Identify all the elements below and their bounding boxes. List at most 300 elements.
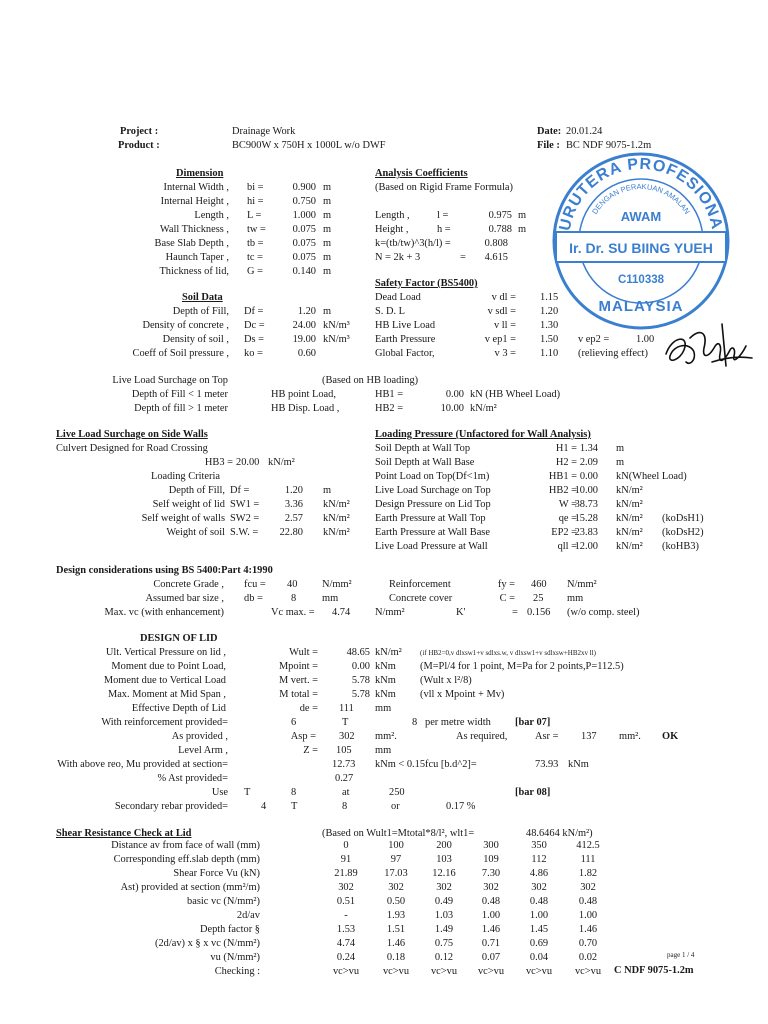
- asp-symbol: Asp =: [290, 731, 316, 742]
- ast-value: 0.27: [335, 773, 354, 784]
- lid-value: 0.00: [351, 661, 370, 672]
- lp-note: (koDsH2): [662, 527, 704, 538]
- dimension-value: 0.075: [292, 252, 316, 263]
- fy-label: Reinforcement: [389, 579, 451, 590]
- reinforcement-type: T: [342, 717, 349, 728]
- lp-label: Earth Pressure at Wall Top: [375, 513, 486, 524]
- reinforcement-label: With reinforcement provided=: [101, 717, 228, 728]
- surcharge-row-desc: HB Disp. Load ,: [271, 403, 340, 414]
- file-label: File :: [537, 140, 560, 151]
- shear-cell: 0.51: [336, 896, 356, 907]
- soil-unit: kN/m³: [323, 334, 350, 345]
- vc-value: 4.74: [332, 607, 351, 618]
- surcharge-row-symbol: HB1 =: [375, 389, 404, 400]
- mu-expression: kNm < 0.15fcu [b.d^2]=: [375, 759, 477, 770]
- analysis-value: 4.615: [484, 252, 508, 263]
- lp-note: (koDsH1): [662, 513, 704, 524]
- dimension-value: 0.140: [292, 266, 316, 277]
- lp-unit: kN(Wheel Load): [616, 471, 687, 482]
- lid-unit: kNm: [375, 675, 396, 686]
- cover-label: Concrete cover: [389, 593, 453, 604]
- lid-value: 48.65: [346, 647, 370, 658]
- safety-symbol: v ep1 =: [484, 334, 516, 345]
- asp-unit: mm².: [375, 731, 397, 742]
- mu-unit: kNm: [568, 759, 589, 770]
- asr-value: 137: [581, 731, 597, 742]
- safety-label: S. D. L: [375, 306, 406, 317]
- lp-symbol: qe =: [558, 513, 577, 524]
- side-wall-unit: kN/m²: [323, 499, 350, 510]
- shear-row-label: Depth factor §: [199, 924, 260, 935]
- lp-symbol: EP2 =: [551, 527, 577, 538]
- lid-label: Ult. Vertical Pressure on lid ,: [105, 647, 226, 658]
- date-value: 20.01.24: [566, 126, 603, 137]
- asr-ok: OK: [662, 731, 679, 742]
- safety-label: Dead Load: [375, 292, 421, 303]
- safety-symbol: v sdl =: [487, 306, 516, 317]
- shear-cell: 0.04: [529, 952, 549, 963]
- asp-label: As provided ,: [171, 731, 228, 742]
- shear-cell: 1.00: [529, 910, 549, 921]
- stamp-ring-top: URUTERA PROFESIONA: [556, 155, 726, 233]
- analysis-unit: m: [518, 210, 527, 221]
- reinforcement-per: per metre width: [425, 717, 491, 728]
- shear-cell: 4.74: [336, 938, 356, 949]
- shear-cell: 412.5: [576, 840, 600, 851]
- fcu-value: 40: [287, 579, 298, 590]
- reinforcement-diameter: 8: [412, 717, 418, 728]
- shear-cell: 0.48: [529, 896, 549, 907]
- surcharge-row-desc: HB point Load,: [271, 389, 336, 400]
- lid-symbol: M vert. =: [278, 675, 318, 686]
- lid-value: 111: [339, 703, 354, 714]
- analysis-value: 0.808: [484, 238, 508, 249]
- shear-cell: 0.69: [529, 938, 549, 949]
- lp-unit: kN/m²: [616, 499, 643, 510]
- shear-row-label: vu (N/mm²): [210, 952, 260, 963]
- lid-symbol: Wult =: [289, 647, 318, 658]
- fcu-label: Concrete Grade ,: [153, 579, 224, 590]
- vc-symbol: Vc max. =: [271, 607, 315, 618]
- fy-unit: N/mm²: [567, 579, 597, 590]
- safety-relieving-note: (relieving effect): [578, 348, 648, 359]
- shear-cell: 1.82: [578, 868, 598, 879]
- shear-cell: vc>vu: [332, 966, 360, 977]
- lid-label: Effective Depth of Lid: [131, 703, 226, 714]
- dimension-unit: m: [323, 196, 332, 207]
- dimension-symbol: tw =: [247, 224, 266, 235]
- k-eq: =: [512, 607, 518, 618]
- secondary-label: Secondary rebar provided=: [114, 801, 228, 812]
- safety-ep2-value: 1.00: [636, 334, 655, 345]
- shear-cell: vc>vu: [477, 966, 505, 977]
- side-wall-label: Weight of soil: [166, 527, 225, 538]
- shear-cell: 0.24: [336, 952, 356, 963]
- design-considerations-title: Design considerations using BS 5400:Part 4:1990: [56, 565, 273, 576]
- lp-unit: m: [616, 457, 625, 468]
- lid-note: (Wult x l²/8): [420, 675, 472, 686]
- lid-title: DESIGN OF LID: [140, 633, 218, 644]
- soil-symbol: Dc =: [244, 320, 265, 331]
- use-ref: [bar 08]: [515, 787, 551, 798]
- lp-symbol: HB2 =: [548, 485, 577, 496]
- use-diameter: 8: [291, 787, 297, 798]
- lp-label: Soil Depth at Wall Base: [375, 457, 475, 468]
- product-value: BC900W x 750H x 1000L w/o DWF: [232, 140, 386, 151]
- lever-arm-label: Level Arm ,: [178, 745, 228, 756]
- cover-unit: mm: [567, 593, 584, 604]
- soil-title: Soil Data: [182, 292, 223, 303]
- shear-cell: 1.00: [578, 910, 598, 921]
- shear-cell: vc>vu: [382, 966, 410, 977]
- fcu-symbol: fcu =: [244, 579, 266, 590]
- shear-basis-value: 48.6464 kN/m²): [526, 828, 593, 839]
- shear-cell: 1.46: [578, 924, 598, 935]
- shear-cell: 0.71: [481, 938, 501, 949]
- k-value: 0.156: [527, 607, 551, 618]
- shear-cell: 0.07: [481, 952, 501, 963]
- side-wall-symbol: S.W. =: [230, 527, 259, 538]
- safety-label: Earth Pressure: [375, 334, 436, 345]
- shear-cell: 12.16: [432, 868, 456, 879]
- dimension-label: Internal Width ,: [163, 182, 229, 193]
- shear-cell: 1.03: [434, 910, 454, 921]
- reinforcement-count: 6: [291, 717, 297, 728]
- shear-row-label: Shear Force Vu (kN): [173, 868, 260, 879]
- soil-value: 1.20: [297, 306, 316, 317]
- shear-cell: 109: [483, 854, 499, 865]
- shear-cell: 97: [390, 854, 402, 865]
- shear-row-label: Ast) provided at section (mm²/m): [120, 882, 260, 893]
- fcu-unit: N/mm²: [322, 579, 352, 590]
- surcharge-row-symbol: HB2 =: [375, 403, 404, 414]
- asr-unit: mm².: [619, 731, 641, 742]
- analysis-symbol: h =: [437, 224, 451, 235]
- lp-symbol: HB1 =: [548, 471, 577, 482]
- shear-cell: 0.75: [434, 938, 454, 949]
- dimension-label: Base Slab Depth ,: [154, 238, 229, 249]
- safety-ep2-label: v ep2 =: [578, 334, 610, 345]
- shear-cell: 100: [388, 840, 404, 851]
- hb3-value: 20.00: [236, 457, 260, 468]
- safety-value: 1.50: [540, 334, 559, 345]
- shear-cell: 302: [483, 882, 499, 893]
- use-label: Use: [211, 787, 228, 798]
- shear-basis: (Based on Wult1=Mtotal*8/l², wlt1=: [322, 828, 475, 839]
- use-at: at: [342, 787, 350, 798]
- dimension-value: 0.750: [292, 196, 316, 207]
- soil-symbol: Df =: [244, 306, 264, 317]
- dimension-unit: m: [323, 252, 332, 263]
- shear-cell: -: [344, 910, 348, 921]
- shear-row-label: Distance av from face of wall (mm): [111, 840, 260, 851]
- shear-cell: vc>vu: [430, 966, 458, 977]
- analysis-value: 0.788: [488, 224, 512, 235]
- side-wall-symbol: SW2 =: [230, 513, 260, 524]
- file-value: BC NDF 9075-1.2m: [566, 140, 652, 151]
- product-label: Product :: [118, 140, 160, 151]
- mu-label: With above reo, Mu provided at section=: [57, 759, 228, 770]
- lp-unit: kN/m²: [616, 485, 643, 496]
- shear-cell: vc>vu: [574, 966, 602, 977]
- dimension-label: Thickness of lid,: [159, 266, 229, 277]
- db-unit: mm: [322, 593, 339, 604]
- date-label: Date:: [537, 126, 562, 137]
- dimension-unit: m: [323, 238, 332, 249]
- soil-value: 0.60: [297, 348, 316, 359]
- side-wall-label: Self weight of lid: [152, 499, 225, 510]
- lp-value: 23.83: [574, 527, 598, 538]
- side-wall-value: 2.57: [284, 513, 303, 524]
- professional-engineer-stamp: [548, 148, 734, 334]
- ast-label: % Ast provided=: [157, 773, 228, 784]
- shear-cell: 1.49: [434, 924, 454, 935]
- lever-arm-symbol: Z =: [303, 745, 318, 756]
- lp-symbol: qll =: [557, 541, 577, 552]
- surcharge-row-unit: kN (HB Wheel Load): [470, 389, 561, 400]
- dimension-label: Haunch Taper ,: [165, 252, 229, 263]
- lp-value: 0.00: [579, 471, 598, 482]
- vc-unit: N/mm²: [375, 607, 405, 618]
- lp-unit: kN/m²: [616, 541, 643, 552]
- analysis-symbol: l =: [437, 210, 449, 221]
- side-wall-symbol: SW1 =: [230, 499, 260, 510]
- lp-value: 10.00: [574, 485, 598, 496]
- lp-label: Design Pressure on Lid Top: [375, 499, 491, 510]
- shear-row-label: Corresponding eff.slab depth (mm): [113, 854, 260, 865]
- lever-arm-value: 105: [336, 745, 352, 756]
- asr-label: As required,: [456, 731, 508, 742]
- soil-label: Coeff of Soil pressure ,: [132, 348, 229, 359]
- cover-value: 25: [533, 593, 544, 604]
- shear-cell: 302: [338, 882, 354, 893]
- dimension-label: Wall Thickness ,: [159, 224, 229, 235]
- soil-symbol: Ds =: [244, 334, 265, 345]
- lp-label: Point Load on Top(Df<1m): [375, 471, 490, 482]
- shear-cell: 1.51: [386, 924, 406, 935]
- analysis-label: Height ,: [375, 224, 409, 235]
- soil-value: 24.00: [292, 320, 316, 331]
- shear-cell: 300: [483, 840, 499, 851]
- safety-label: Global Factor,: [375, 348, 435, 359]
- lid-note: (M=Pl/4 for 1 point, M=Pa for 2 points,P=112.5): [420, 661, 624, 672]
- shear-cell: 350: [531, 840, 547, 851]
- lp-note: (koHB3): [662, 541, 699, 552]
- fy-value: 460: [531, 579, 547, 590]
- mu-limit: 73.93: [535, 759, 559, 770]
- shear-cell: 200: [436, 840, 452, 851]
- soil-unit: kN/m³: [323, 320, 350, 331]
- mu-value: 12.73: [332, 759, 356, 770]
- analysis-unit: m: [518, 224, 527, 235]
- lp-value: 12.00: [574, 541, 598, 552]
- surcharge-row-unit: kN/m²: [470, 403, 497, 414]
- safety-value: 1.30: [540, 320, 559, 331]
- loading-pressure-title: Loading Pressure (Unfactored for Wall Analysis): [375, 429, 591, 440]
- lid-value: 5.78: [351, 689, 370, 700]
- analysis-symbol: =: [460, 252, 466, 263]
- shear-cell: 7.30: [481, 868, 501, 879]
- project-label: Project :: [120, 126, 159, 137]
- soil-label: Depth of Fill,: [172, 306, 229, 317]
- dimension-symbol: tb =: [247, 238, 264, 249]
- shear-row-label: 2d/av: [236, 910, 260, 921]
- lp-unit: kN/m²: [616, 513, 643, 524]
- shear-cell: 302: [388, 882, 404, 893]
- lp-value: 15.28: [574, 513, 598, 524]
- analysis-value: 0.975: [488, 210, 512, 221]
- lp-label: Earth Pressure at Wall Base: [375, 527, 490, 538]
- surcharge-row-value: 10.00: [440, 403, 464, 414]
- surcharge-top-basis: (Based on HB loading): [322, 375, 419, 386]
- lid-note: (if HB2=0,v dlxsw1+v sdlxs.w, v dlxsw1+v sdlxsw+HB2xv ll): [420, 649, 596, 657]
- surcharge-top-label: Live Load Surchage on Top: [112, 375, 228, 386]
- safety-symbol: v 3 =: [494, 348, 516, 359]
- lid-label: Moment due to Point Load,: [111, 661, 226, 672]
- safety-title: Safety Factor (BS5400): [375, 278, 478, 289]
- soil-label: Density of soil ,: [162, 334, 229, 345]
- shear-cell: 0.49: [434, 896, 454, 907]
- dimension-value: 0.900: [292, 182, 316, 193]
- lp-symbol: H1 =: [555, 443, 577, 454]
- safety-value: 1.20: [540, 306, 559, 317]
- cover-symbol: C =: [499, 593, 515, 604]
- shear-cell: 0.02: [578, 952, 598, 963]
- shear-cell: 0.50: [386, 896, 406, 907]
- analysis-subtitle: (Based on Rigid Frame Formula): [375, 182, 513, 193]
- side-wall-value: 1.20: [284, 485, 303, 496]
- dimension-unit: m: [323, 224, 332, 235]
- side-wall-value: 22.80: [279, 527, 303, 538]
- side-wall-unit: m: [323, 485, 332, 496]
- fy-symbol: fy =: [497, 579, 515, 590]
- analysis-label: Length ,: [375, 210, 410, 221]
- secondary-type: T: [291, 801, 298, 812]
- soil-value: 19.00: [292, 334, 316, 345]
- db-symbol: db =: [244, 593, 263, 604]
- shear-cell: 0.12: [434, 952, 454, 963]
- side-wall-label: Self weight of walls: [141, 513, 225, 524]
- secondary-or: or: [391, 801, 400, 812]
- lid-symbol: M total =: [279, 689, 318, 700]
- stamp-number: C110338: [617, 274, 665, 286]
- analysis-title: Analysis Coefficients: [375, 168, 468, 179]
- lp-value: 2.09: [579, 457, 598, 468]
- shear-cell: 0.18: [386, 952, 406, 963]
- side-walls-subtitle: Culvert Designed for Road Crossing: [56, 443, 208, 454]
- lever-arm-unit: mm: [375, 745, 392, 756]
- hb3-unit: kN/m²: [268, 457, 295, 468]
- side-wall-symbol: Df =: [230, 485, 250, 496]
- secondary-percent: 0.17 %: [446, 801, 476, 812]
- lp-symbol: H2 =: [555, 457, 577, 468]
- surcharge-row-label: Depth of Fill < 1 meter: [131, 389, 228, 400]
- shear-cell: 1.53: [336, 924, 356, 935]
- safety-label: HB Live Load: [375, 320, 436, 331]
- shear-cell: 1.93: [386, 910, 406, 921]
- hb3-label: HB3 =: [204, 457, 233, 468]
- db-label: Assumed bar size ,: [145, 593, 224, 604]
- stamp-name: Ir. Dr. SU BIING YUEH: [569, 240, 713, 256]
- stamp-country: MALAYSIA: [598, 298, 684, 315]
- lp-symbol: W =: [558, 499, 577, 510]
- shear-cell: 0.70: [578, 938, 598, 949]
- safety-symbol: v ll =: [493, 320, 516, 331]
- dimension-unit: m: [323, 266, 332, 277]
- dimension-label: Length ,: [194, 210, 229, 221]
- loading-criteria: Loading Criteria: [151, 471, 220, 482]
- soil-label: Density of concrete ,: [142, 320, 229, 331]
- db-value: 8: [291, 593, 297, 604]
- shear-cell: 302: [580, 882, 596, 893]
- shear-cell: 21.89: [334, 868, 358, 879]
- shear-cell: 0.48: [578, 896, 598, 907]
- k-note: (w/o comp. steel): [567, 607, 640, 618]
- shear-row-label: basic vc (N/mm²): [187, 896, 260, 907]
- dimension-label: Internal Height ,: [160, 196, 229, 207]
- lp-value: 38.73: [574, 499, 598, 510]
- lid-unit: kN/m²: [375, 647, 402, 658]
- asr-symbol: Asr =: [535, 731, 559, 742]
- shear-cell: 1.46: [481, 924, 501, 935]
- secondary-diameter: 8: [342, 801, 348, 812]
- secondary-count: 4: [261, 801, 267, 812]
- lp-unit: m: [616, 443, 625, 454]
- stamp-discipline: AWAM: [620, 209, 662, 224]
- side-wall-value: 3.36: [284, 499, 303, 510]
- dimension-symbol: tc =: [247, 252, 263, 263]
- stamp-ring-inner: DENGAN PERAKUAN AMALAN: [590, 181, 692, 216]
- dimension-value: 0.075: [292, 238, 316, 249]
- lp-label: Live Load Pressure at Wall: [375, 541, 488, 552]
- lp-label: Live Load Surchage on Top: [375, 485, 491, 496]
- shear-cell: 1.46: [386, 938, 406, 949]
- shear-cell: 302: [436, 882, 452, 893]
- safety-symbol: v dl =: [491, 292, 516, 303]
- side-walls-title: Live Load Surchage on Side Walls: [56, 429, 208, 440]
- lid-label: Moment due to Vertical Load: [103, 675, 226, 686]
- soil-unit: m: [323, 306, 332, 317]
- analysis-label: k=(tb/tw)^3(h/l) =: [375, 238, 451, 249]
- vc-label: Max. vc (with enhancement): [104, 607, 224, 618]
- dimension-symbol: L =: [247, 210, 262, 221]
- surcharge-row-label: Depth of fill > 1 meter: [134, 403, 228, 414]
- analysis-label: N = 2k + 3: [375, 252, 421, 263]
- shear-row-label: Checking :: [214, 966, 260, 977]
- lid-symbol: Mpoint =: [278, 661, 318, 672]
- k-label: K': [456, 607, 466, 618]
- dimension-symbol: bi =: [247, 182, 264, 193]
- shear-cell: 103: [436, 854, 452, 865]
- shear-cell: 91: [340, 854, 352, 865]
- lp-value: 1.34: [579, 443, 598, 454]
- asp-value: 302: [339, 731, 355, 742]
- dimension-unit: m: [323, 210, 332, 221]
- surcharge-row-value: 0.00: [445, 389, 464, 400]
- side-wall-unit: kN/m²: [323, 527, 350, 538]
- soil-symbol: ko =: [244, 348, 263, 359]
- safety-value: 1.10: [540, 348, 559, 359]
- lid-symbol: de =: [299, 703, 318, 714]
- lp-label: Soil Depth at Wall Top: [375, 443, 471, 454]
- lid-unit: kNm: [375, 689, 396, 700]
- use-type: T: [244, 787, 251, 798]
- dimension-value: 1.000: [292, 210, 316, 221]
- shear-cell: 0.48: [481, 896, 501, 907]
- dimension-value: 0.075: [292, 224, 316, 235]
- reinforcement-ref: [bar 07]: [515, 717, 551, 728]
- footer-file: C NDF 9075-1.2m: [614, 965, 694, 976]
